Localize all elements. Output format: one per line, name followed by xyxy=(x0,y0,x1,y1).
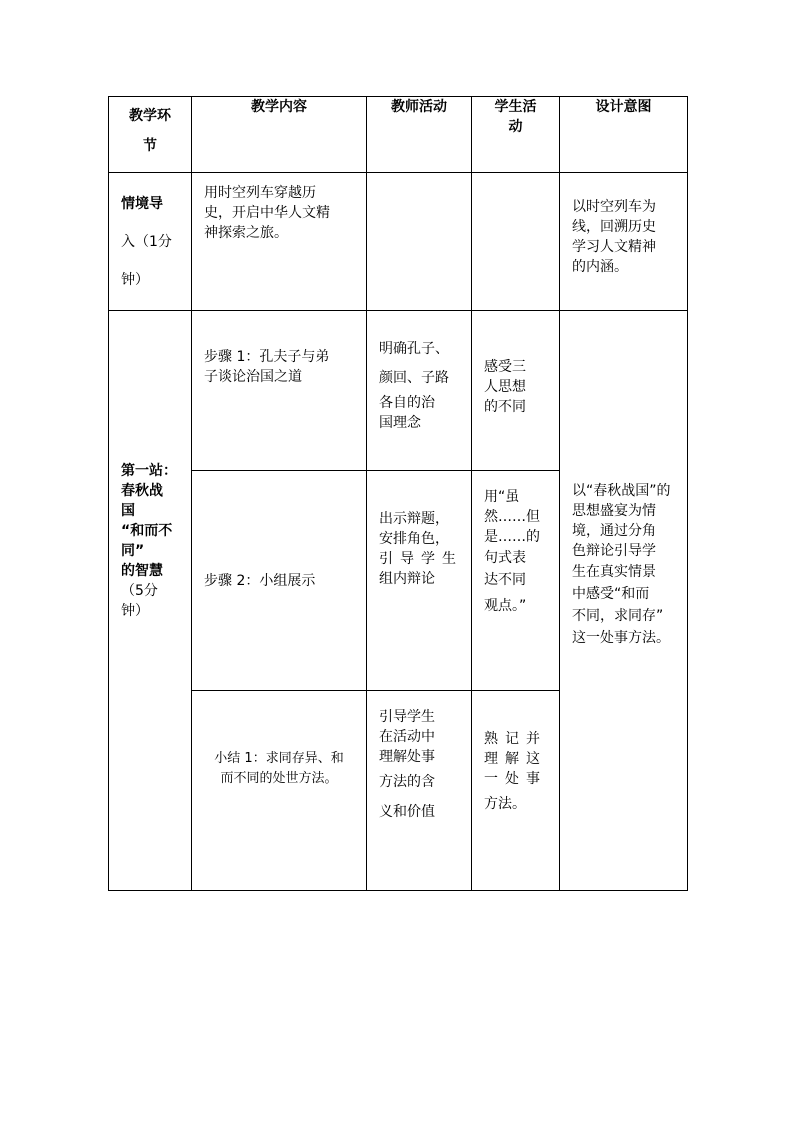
student-line: 方法。 xyxy=(484,796,526,812)
student-intro xyxy=(472,173,560,311)
header-student-line: 动 xyxy=(508,119,523,135)
header-stage-line: 教学环 xyxy=(129,108,171,124)
content-step2: 步骤 2：小组展示 xyxy=(192,471,367,691)
aim-line: 学习人文精神 xyxy=(572,239,656,255)
teacher-line: 义和价值 xyxy=(379,804,435,820)
lesson-plan-table xyxy=(108,96,688,891)
aim-line: 线，回溯历史 xyxy=(572,219,656,235)
stage-line: 春秋战 xyxy=(121,483,163,499)
student-line: 感受三 xyxy=(484,359,526,375)
stage-line: 的智慧 xyxy=(121,563,163,579)
stage-line: 情境导 xyxy=(121,196,163,212)
header-student-line: 学生活 xyxy=(494,99,537,115)
content-step1 xyxy=(192,311,367,471)
aim-line: 思想盛宴为情 xyxy=(572,503,656,519)
teacher-line: 安排角色， xyxy=(379,531,449,547)
stage-intro xyxy=(109,173,192,311)
student-line: 然……但 xyxy=(484,509,540,525)
student-line: 的不同 xyxy=(484,399,526,415)
stage-line: 第一站： xyxy=(121,463,177,479)
stage-line: 入（1分 xyxy=(121,234,172,250)
content-intro xyxy=(192,173,367,311)
student-step1 xyxy=(472,311,560,471)
student-line: 人思想 xyxy=(484,379,526,395)
student-line: 一处事 xyxy=(484,771,547,787)
student-summary xyxy=(472,691,560,891)
aim-station1 xyxy=(560,311,688,891)
teacher-step2 xyxy=(367,471,472,691)
stage-station1 xyxy=(109,311,192,891)
aim-line: 以时空列车为 xyxy=(572,199,656,215)
content-line: 小结 1：求同存异、和 xyxy=(214,751,344,766)
stage-line: 国 xyxy=(121,503,135,519)
content-line: 子谈论治国之道 xyxy=(204,369,302,385)
header-student xyxy=(472,97,560,173)
header-teacher: 教师活动 xyxy=(367,97,472,173)
header-aim: 设计意图 xyxy=(560,97,688,173)
content-line: 步骤 1：孔夫子与弟 xyxy=(204,349,330,365)
student-line: 熟记并 xyxy=(484,731,547,747)
aim-line: 中感受“和而 xyxy=(572,586,650,602)
stage-line: 钟） xyxy=(121,603,149,619)
aim-line: 不同，求同存” xyxy=(572,608,664,624)
teacher-summary xyxy=(367,691,472,891)
student-line: 用“虽 xyxy=(484,489,520,505)
aim-line: 境，通过分角 xyxy=(572,523,656,539)
student-step2 xyxy=(472,471,560,691)
content-summary xyxy=(192,691,367,891)
content-line: 用时空列车穿越历 xyxy=(204,185,316,201)
teacher-line: 颜回、子路 xyxy=(379,370,449,386)
teacher-line: 引导学生 xyxy=(379,551,463,567)
teacher-line: 方法的含 xyxy=(379,774,435,790)
teacher-line: 国理念 xyxy=(379,415,421,431)
teacher-line: 组内辩论 xyxy=(379,571,435,587)
stage-line: 同” xyxy=(121,543,145,559)
aim-line: 的内涵。 xyxy=(572,259,628,275)
content-line: 神探索之旅。 xyxy=(204,225,288,241)
teacher-line: 在活动中 xyxy=(379,729,435,745)
aim-line: 以“春秋战国”的 xyxy=(572,483,671,499)
content-line: 史，开启中华人文精 xyxy=(204,205,330,221)
header-stage xyxy=(109,97,192,173)
header-stage-line: 节 xyxy=(143,138,157,154)
teacher-line: 引导学生 xyxy=(379,709,435,725)
teacher-line: 出示辩题， xyxy=(379,511,449,527)
student-line: 是……的 xyxy=(484,529,540,545)
teacher-line: 理解处事 xyxy=(379,749,435,765)
aim-intro xyxy=(560,173,688,311)
stage-line: “和而不 xyxy=(121,523,173,539)
teacher-intro xyxy=(367,173,472,311)
stage-line: 钟） xyxy=(121,272,149,288)
table-row-step1 xyxy=(109,311,688,471)
aim-line: 生在真实情景 xyxy=(572,564,656,580)
aim-line: 色辩论引导学 xyxy=(572,543,656,559)
teacher-line: 各自的治 xyxy=(379,395,435,411)
aim-line: 这一处事方法。 xyxy=(572,630,670,646)
teacher-step1 xyxy=(367,311,472,471)
student-line: 达不同 xyxy=(484,572,526,588)
student-line: 句式表 xyxy=(484,550,526,566)
student-line: 理解这 xyxy=(484,751,547,767)
teacher-line: 明确孔子、 xyxy=(379,341,449,357)
table-header-row xyxy=(109,97,688,173)
table-row-intro xyxy=(109,173,688,311)
header-content: 教学内容 xyxy=(192,97,367,173)
student-line: 观点。” xyxy=(484,598,527,614)
stage-line: （5分 xyxy=(121,583,158,599)
content-line: 而不同的处世方法。 xyxy=(220,771,338,786)
